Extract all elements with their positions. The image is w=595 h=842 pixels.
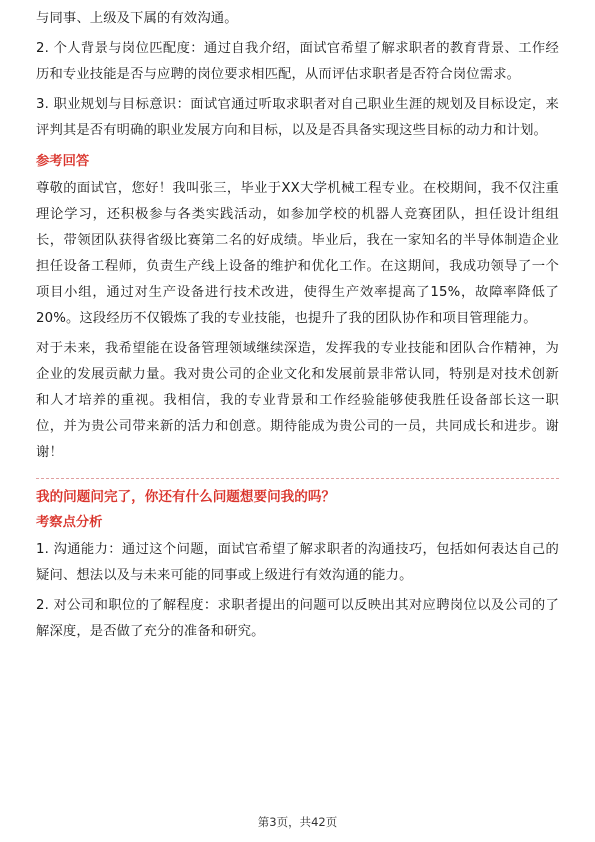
analysis-heading: 考察点分析 — [36, 515, 103, 530]
point-communication: 1. 沟通能力：通过这个问题，面试官希望了解求职者的沟通技巧，包括如何表达自己的疑问、想法以及与未来可能的同事或上级进行有效沟通的能力。 — [36, 542, 559, 583]
answer-paragraph-future: 对于未来，我希望能在设备管理领域继续深造，发挥我的专业技能和团队合作精神，为企业的发展贡献力量。我对贵公司的企业文化和发展前景非常认同，特别是对技术创新和人才培养的重视。我相信，我的专业背景和工作经验能够使我胜任设备部长这一职位，并为贵公司带来新的活力和创意。期待能成为贵公司的一员，共同成长和进步。谢谢！ — [36, 341, 559, 460]
continuation-text: 与同事、上级及下属的有效沟通。 — [36, 11, 238, 26]
question-title: 我的问题问完了，你还有什么问题想要问我的吗？ — [36, 489, 336, 505]
point-background-fit: 2. 个人背景与岗位匹配度：通过自我介绍，面试官希望了解求职者的教育背景、工作经历和专业技能是否与应聘的岗位要求相匹配，从而评估求职者是否符合岗位需求。 — [36, 41, 559, 82]
page-content — [36, 6, 559, 645]
point-career-planning: 3. 职业规划与目标意识：面试官通过听取求职者对自己职业生涯的规划及目标设定，来评判其是否有明确的职业发展方向和目标，以及是否具备实现这些目标的动力和计划。 — [36, 97, 559, 138]
point-company-knowledge: 2. 对公司和职位的了解程度：求职者提出的问题可以反映出其对应聘岗位以及公司的了解深度，是否做了充分的准备和研究。 — [36, 598, 559, 639]
page-number: 第3页，共42页 — [257, 815, 338, 829]
section-divider — [36, 478, 559, 479]
answer-paragraph-intro: 尊敬的面试官，您好！我叫张三，毕业于XX大学机械工程专业。在校期间，我不仅注重理论学习，还积极参与各类实践活动，如参加学校的机器人竞赛团队，担任设计组组长，带领团队获得省级比赛第二名的好成绩。毕业后，我在一家知名的半导体制造企业担任设备工程师，负责生产线上设备的维护和优化工作。在这期间，我成功领导了一个项目小组，通过对生产设备进行技术改进，使得生产效率提高了15%，故障率降低了20%。这段经历不仅锻炼了我的专业技能，也提升了我的团队协作和项目管理能力。 — [36, 181, 559, 326]
answer-heading: 参考回答 — [36, 154, 90, 169]
